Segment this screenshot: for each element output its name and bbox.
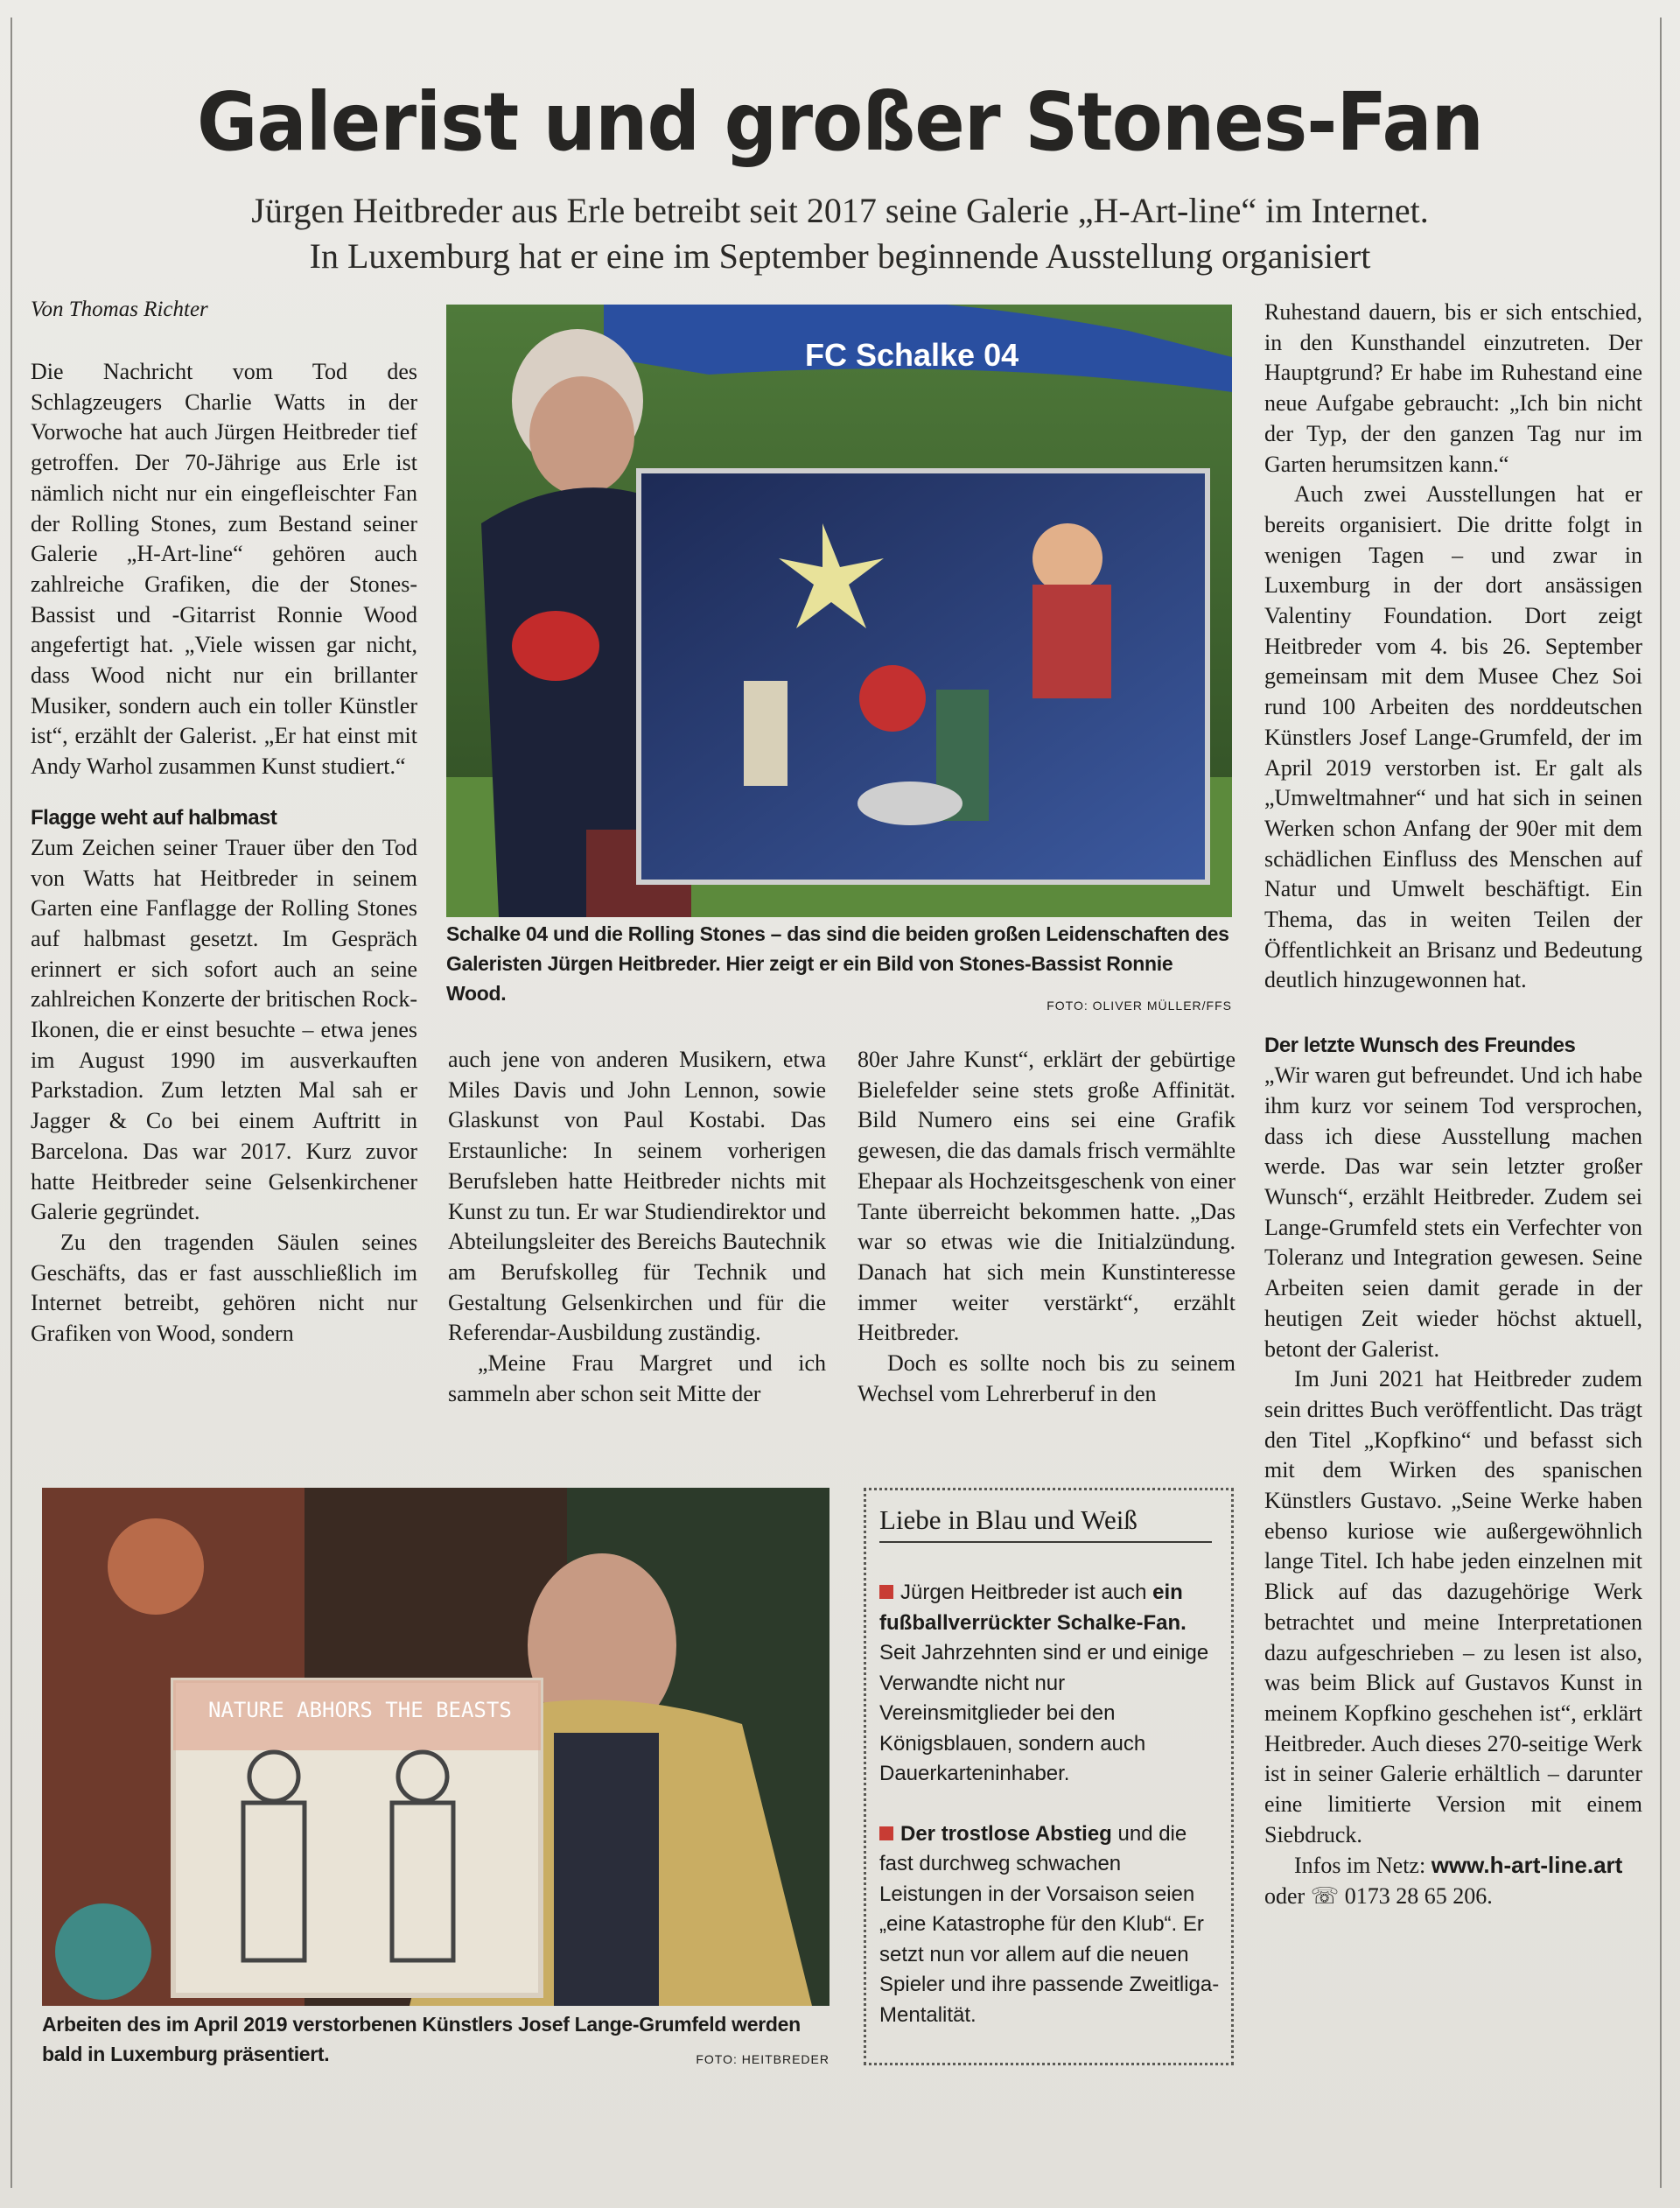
infos-phone-line — [1264, 1882, 1642, 1912]
subheading-flagge: Flagge weht auf halbmast — [31, 805, 277, 830]
column-1-paragraph: Zu den tragenden Säulen seines Geschäfts, das er fast ausschließlich im Internet betreibt, gehören nicht nur Grafiken von Wood, sondern — [31, 1229, 417, 1347]
right-column-rule — [1660, 18, 1662, 2188]
headline: Galerist und großer Stones-Fan — [197, 75, 1483, 169]
tongue-logo-shape — [512, 611, 599, 681]
column-3-paragraph: Doch es sollte noch bis zu seinem Wechsel vom Lehrerberuf in den — [858, 1350, 1236, 1406]
painting-inscription: NATURE ABHORS THE BEASTS — [208, 1698, 512, 1722]
column-4 — [1264, 298, 1642, 1912]
photo-bottom-illustration — [42, 1488, 830, 2006]
red-square-marker-icon — [879, 1826, 893, 1840]
column-4-paragraph: Ruhestand dauern, bis er sich entschied, in den Kunsthandel einzutreten. Der Hauptgrund? Er habe im Ruhestand eine neue Aufgabe gebraucht: „Ich bin nicht der Typ, der den ganzen Tag nur im Garten herumsitzen kann.“ — [1264, 299, 1642, 477]
gallery-url-link[interactable]: www.h-art-line.art — [1431, 1852, 1623, 1879]
infos-or: oder — [1264, 1883, 1306, 1910]
subheading-letzter-wunsch: Der letzte Wunsch des Freundes — [1264, 1034, 1576, 1058]
column-2-paragraph: auch jene von anderen Musikern, etwa Miles Davis und John Lennon, sowie Glaskunst von Paul Kostabi. Das Erstaunliche: In seinem vorherigen Berufsleben hatte Heitbreder nichts mit Kunst zu tun. Er war Studiendirektor und Abteilungsleiter des Bereichs Bautechnik am Berufskolleg für Technik und Gestaltung Gelsenkirchen und für die Referendar-Ausbildung zuständig. — [448, 1047, 826, 1346]
phone-icon: ☏ — [1310, 1883, 1340, 1910]
bottom-photo-caption: Arbeiten des im April 2019 verstorbenen Künstlers Josef Lange-Grumfeld werden bald in Luxemburg präsentiert. — [42, 2013, 801, 2065]
infos-line — [1264, 1850, 1642, 1882]
phone-number: 0173 28 65 206. — [1344, 1883, 1493, 1910]
byline: Von Thomas Richter — [31, 298, 208, 321]
subhead-line-1: Jürgen Heitbreder aus Erle betreibt seit 2017 seine Galerie „H-Art-line“ im Internet. — [251, 191, 1429, 230]
subhead-line-2: In Luxemburg hat er eine im September beginnende Ausstellung organisiert — [309, 236, 1371, 276]
left-column-rule — [10, 18, 12, 2188]
column-2-paragraph: „Meine Frau Margret und ich sammeln aber schon seit Mitte der — [448, 1350, 826, 1406]
top-photo-credit: FOTO: OLIVER MÜLLER/FFS — [1046, 999, 1232, 1013]
photo-lange-grumfeld-artwork — [42, 1488, 830, 2006]
red-square-marker-icon — [879, 1585, 893, 1599]
photo-heitbreder-stones-painting — [446, 305, 1232, 917]
column-2 — [448, 1045, 826, 1409]
column-1-paragraph: Zum Zeichen seiner Trauer über den Tod von Watts hat Heitbreder in seinem Garten eine Fanflagge der Rolling Stones auf halbmast gesetzt. Im Gespräch erinnert er sich sofort auch an seine zahlreichen Konzerte der britischen Rock-Ikonen, die er einst besuchte – etwa jenes im August 1990 im ausverkauften Parkstadion. Zum letzten Mal sah er Jagger & Co bei einem Auftritt in Barcelona. Das war 2017. Kurz zuvor hatte Heitbreder seine Gelsenkirchener Galerie gegründet. — [31, 834, 417, 1225]
infos-label: Infos im Netz: — [1294, 1853, 1426, 1879]
column-1 — [31, 357, 417, 1349]
infobox-item-2: Der trostlose Abstieg und die fast durchweg schwachen Leistungen in der Vorsaison seien „eine Katastrophe für den Klub“. Er setzt nun vor allem auf die neuen Spieler und ihre passende Zweitliga-Mentalität. — [879, 1821, 1220, 2027]
infobox-text — [879, 1578, 1221, 2030]
photo-top-illustration — [446, 305, 1232, 917]
column-1-paragraph: Die Nachricht vom Tod des Schlagzeugers Charlie Watts in der Vorwoche hat auch Jürgen Heitbreder tief getroffen. Der 70-Jährige aus Erle ist nämlich nicht nur ein eingefleischter Fan der Rolling Stones, zum Bestand seiner Galerie „H-Art-line“ gehören auch zahlreiche Grafiken, die der Stones-Bassist und -Gitarrist Ronnie Wood angefertigt hat. „Viele wissen gar nicht, dass Wood nicht nur ein brillanter Musiker, sondern auch ein toller Künstler ist“, erzählt der Galerist. „Er hat einst mit Andy Warhol zusammen Kunst studiert.“ — [31, 359, 417, 780]
column-3-paragraph: 80er Jahre Kunst“, erklärt der gebürtige Bielefelder seine stets große Affinität. Bild Numero eins sei eine Grafik gewesen, die das damals frisch vermählte Ehepaar als Hochzeitsgeschenk von einer Tante überreicht bekommen hatte. „Das war so etwas wie die Initialzündung. Danach hat sich mein Kunstinteresse immer weiter verstärkt“, erzählt Heitbreder. — [858, 1047, 1236, 1346]
column-4-paragraph: Im Juni 2021 hat Heitbreder zudem sein drittes Buch veröffentlicht. Das trägt den Titel „Kopfkino“ und befasst sich mit dem Wirken des spanischen Künstlers Gustavo. „Seine Werke haben ebenso kuriose wie außergewöhnlich lange Titel. Ich habe jeden einzelnen mit Blick auf das dazugehörige Werk betrachtet und meine Interpretationen dazu aufgeschrieben – zu lesen ist also, was beim Blick auf Gustavos Kunst in meinem Kopfkino geschehen ist“, erklärt Heitbreder. Auch dieses 270-seitige Werk ist in seiner Galerie erhältlich – darunter eine limitierte Version mit einem Siebdruck. — [1264, 1366, 1642, 1847]
infobox-title: Liebe in Blau und Weiß — [879, 1499, 1212, 1543]
column-3 — [858, 1045, 1236, 1409]
infobox-item-1: Jürgen Heitbreder ist auch ein fußballverrückter Schalke-Fan. Seit Jahrzehnten sind er und einige Verwandte nicht nur Vereinsmitglieder bei den Königsblauen, sondern auch Dauerkarteninhaber. — [879, 1581, 1209, 1785]
infobox-schalke — [864, 1488, 1234, 2065]
column-4-paragraph: „Wir waren gut befreundet. Und ich habe ihm kurz vor seinem Tod versprochen, dass ich diese Ausstellung machen werde. Das war sein letzter großer Wunsch“, erzählt Heitbreder. Zudem sei Lange-Grumfeld stets ein Verfechter von Toleranz und Integration gewesen. Seine Arbeiten seien damit gerade in der heutigen Zeit wieder höchst aktuell, betont der Galerist. — [1264, 1062, 1642, 1362]
column-4-paragraph: Auch zwei Ausstellungen hat er bereits organisiert. Die dritte folgt in wenigen Tagen – und zwar in Luxemburg in der dort ansässigen Valentiny Foundation. Dort zeigt Heitbreder vom 4. bis 26. September gemeinsam mit dem Musee Chez Soi rund 100 Arbeiten des norddeutschen Künstlers Josef Lange-Grumfeld, der im April 2019 verstorben ist. Er galt als „Umweltmahner“ und hat sich in seinen Werken schon Anfang der 90er mit dem schädlichen Einfluss des Menschen auf Natur und Umwelt beschäftigt. Ein Thema, das in weiten Teilen der Öffentlichkeit an Brisanz und Bedeutung deutlich hinzugewonnen hat. — [1264, 481, 1642, 993]
bottom-photo-credit: FOTO: HEITBREDER — [696, 2052, 830, 2066]
umbrella-label: FC Schalke 04 — [805, 337, 1019, 373]
top-photo-caption: Schalke 04 und die Rolling Stones – das sind die beiden großen Leidenschaften des Galeristen Jürgen Heitbreder. Hier zeigt er ein Bild von Stones-Bassist Ronnie Wood. — [446, 922, 1229, 1005]
